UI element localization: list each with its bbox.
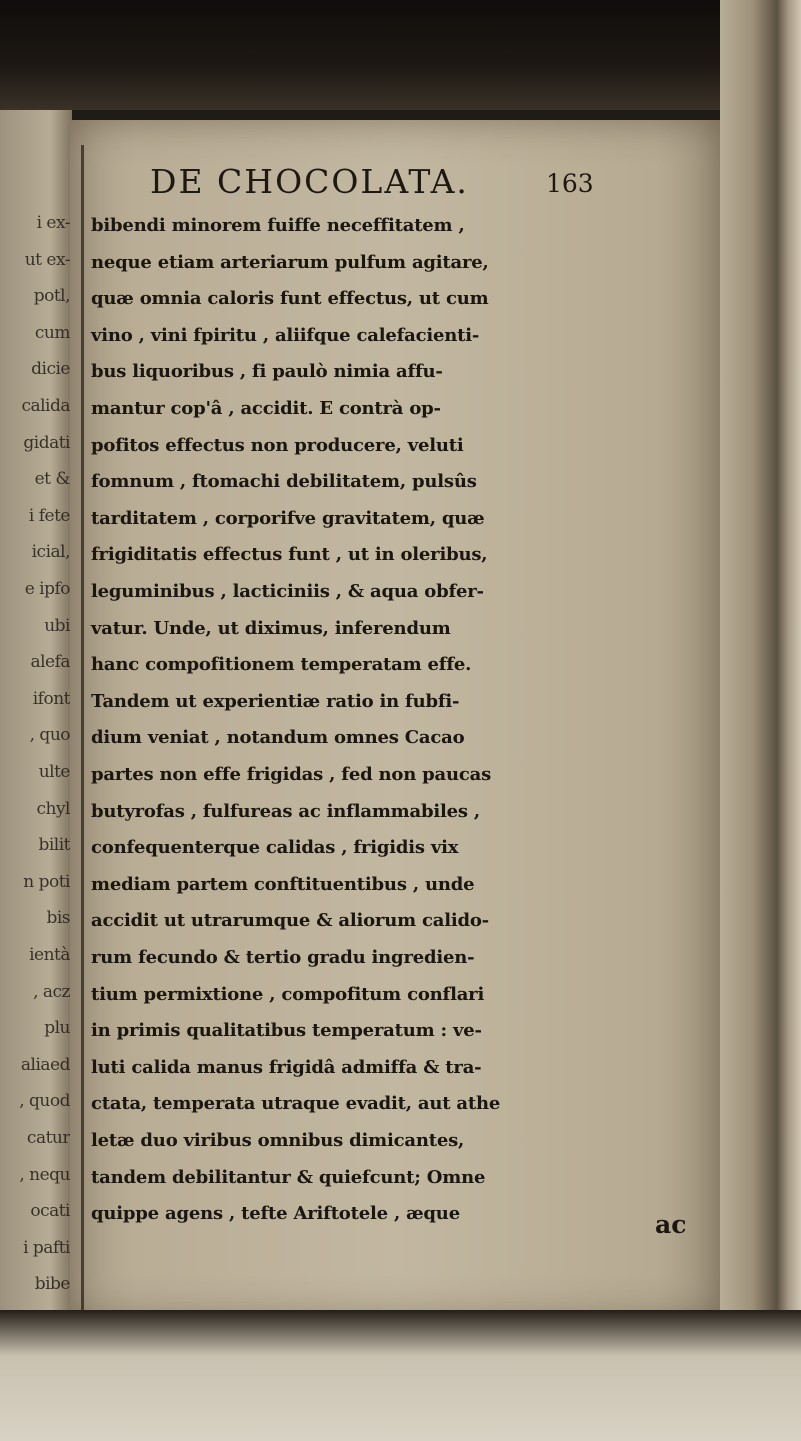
text-line: letæ duo viribus omnibus dimicantes, xyxy=(91,1130,465,1151)
text-line: butyrofas , fulfureas ac inflammabiles , xyxy=(91,801,480,822)
text-line: Tandem ut experientiæ ratio in fubfi- xyxy=(91,691,460,712)
running-head: DE CHOCOLATA. xyxy=(150,162,469,201)
text-line: neque etiam arteriarum pulfum agitare, xyxy=(91,252,489,273)
margin-fragment: ut ex- xyxy=(24,250,70,270)
text-line: confequenterque calidas , frigidis vix xyxy=(91,837,459,858)
text-line: bibendi minorem fuiffe neceffitatem , xyxy=(91,215,465,236)
margin-fragment: , quo xyxy=(29,725,70,745)
margin-fragment: i pafti xyxy=(23,1238,70,1258)
margin-fragment: n poti xyxy=(23,872,70,892)
text-line: rum fecundo & tertio gradu ingredien- xyxy=(91,947,475,968)
text-line: luti calida manus frigidâ admiffa & tra- xyxy=(91,1057,482,1078)
margin-fragment: gidati xyxy=(23,433,70,453)
margin-fragment: plu xyxy=(44,1018,70,1038)
margin-fragment: cum xyxy=(34,323,70,343)
text-line: leguminibus , lacticiniis , & aqua obfer- xyxy=(91,581,484,602)
text-line: bus liquoribus , fi paulò nimia affu- xyxy=(91,361,443,382)
dark-top-border xyxy=(0,0,801,110)
margin-fragment: , nequ xyxy=(19,1165,70,1185)
margin-fragment: calida xyxy=(21,396,70,416)
margin-fragment: , quod xyxy=(19,1091,70,1111)
text-line: frigiditatis effectus funt , ut in oleribus, xyxy=(91,544,488,565)
margin-fragment: icial, xyxy=(31,542,70,562)
catchword: ac xyxy=(655,1210,687,1239)
text-line: tium permixtione , compofitum conflari xyxy=(91,984,485,1005)
margin-fragment: catur xyxy=(26,1128,70,1148)
margin-fragment: dicie xyxy=(31,359,70,379)
text-line: ctata, temperata utraque evadit, aut athe xyxy=(91,1093,501,1114)
margin-fragment: i ex- xyxy=(36,213,70,233)
text-line: quippe agens , tefte Ariftotele , æque xyxy=(91,1203,460,1224)
margin-fragment: ifont xyxy=(32,689,70,709)
text-line: fomnum , ftomachi debilitatem, pulsûs xyxy=(91,471,477,492)
margin-fragment: i fete xyxy=(28,506,70,526)
text-line: hanc compofitionem temperatam effe. xyxy=(91,654,472,675)
margin-fragment: ocati xyxy=(30,1201,70,1221)
text-line: in primis qualitatibus temperatum : ve- xyxy=(91,1020,482,1041)
text-line: quæ omnia caloris funt effectus, ut cum xyxy=(91,288,489,309)
margin-fragment: et & xyxy=(34,469,70,489)
text-line: mediam partem conftituentibus , unde xyxy=(91,874,475,895)
margin-fragment: ientà xyxy=(29,945,70,965)
text-line: mantur cop'â , accidit. E contrà op- xyxy=(91,398,441,419)
margin-fragment: potl, xyxy=(33,286,70,306)
text-line: tarditatem , corporifve gravitatem, quæ xyxy=(91,508,485,529)
margin-fragment: aliaed xyxy=(20,1055,70,1075)
margin-fragment: e ipfo xyxy=(24,579,70,599)
text-line: vino , vini fpiritu , aliifque calefacienti- xyxy=(91,325,480,346)
text-line: dium veniat , notandum omnes Cacao xyxy=(91,727,465,748)
text-line: tandem debilitantur & quiefcunt; Omne xyxy=(91,1167,486,1188)
margin-fragment: alefa xyxy=(30,652,70,672)
page-number: 163 xyxy=(546,169,594,198)
margin-fragment: bilit xyxy=(38,835,70,855)
text-line: accidit ut utrarumque & aliorum calido- xyxy=(91,910,489,931)
text-line: partes non effe frigidas , fed non paucas xyxy=(91,764,492,785)
margin-fragment: chyl xyxy=(36,799,70,819)
text-line: vatur. Unde, ut diximus, inferendum xyxy=(91,618,451,639)
bottom-border xyxy=(0,1310,801,1441)
margin-fragment: bibe xyxy=(34,1274,70,1294)
margin-fragment: , acz xyxy=(33,982,70,1002)
text-line: pofitos effectus non producere, veluti xyxy=(91,435,464,456)
margin-fragment: ulte xyxy=(38,762,70,782)
margin-fragment: ubi xyxy=(44,616,70,636)
gutter-line xyxy=(81,145,84,1320)
margin-fragment: bis xyxy=(46,908,70,928)
